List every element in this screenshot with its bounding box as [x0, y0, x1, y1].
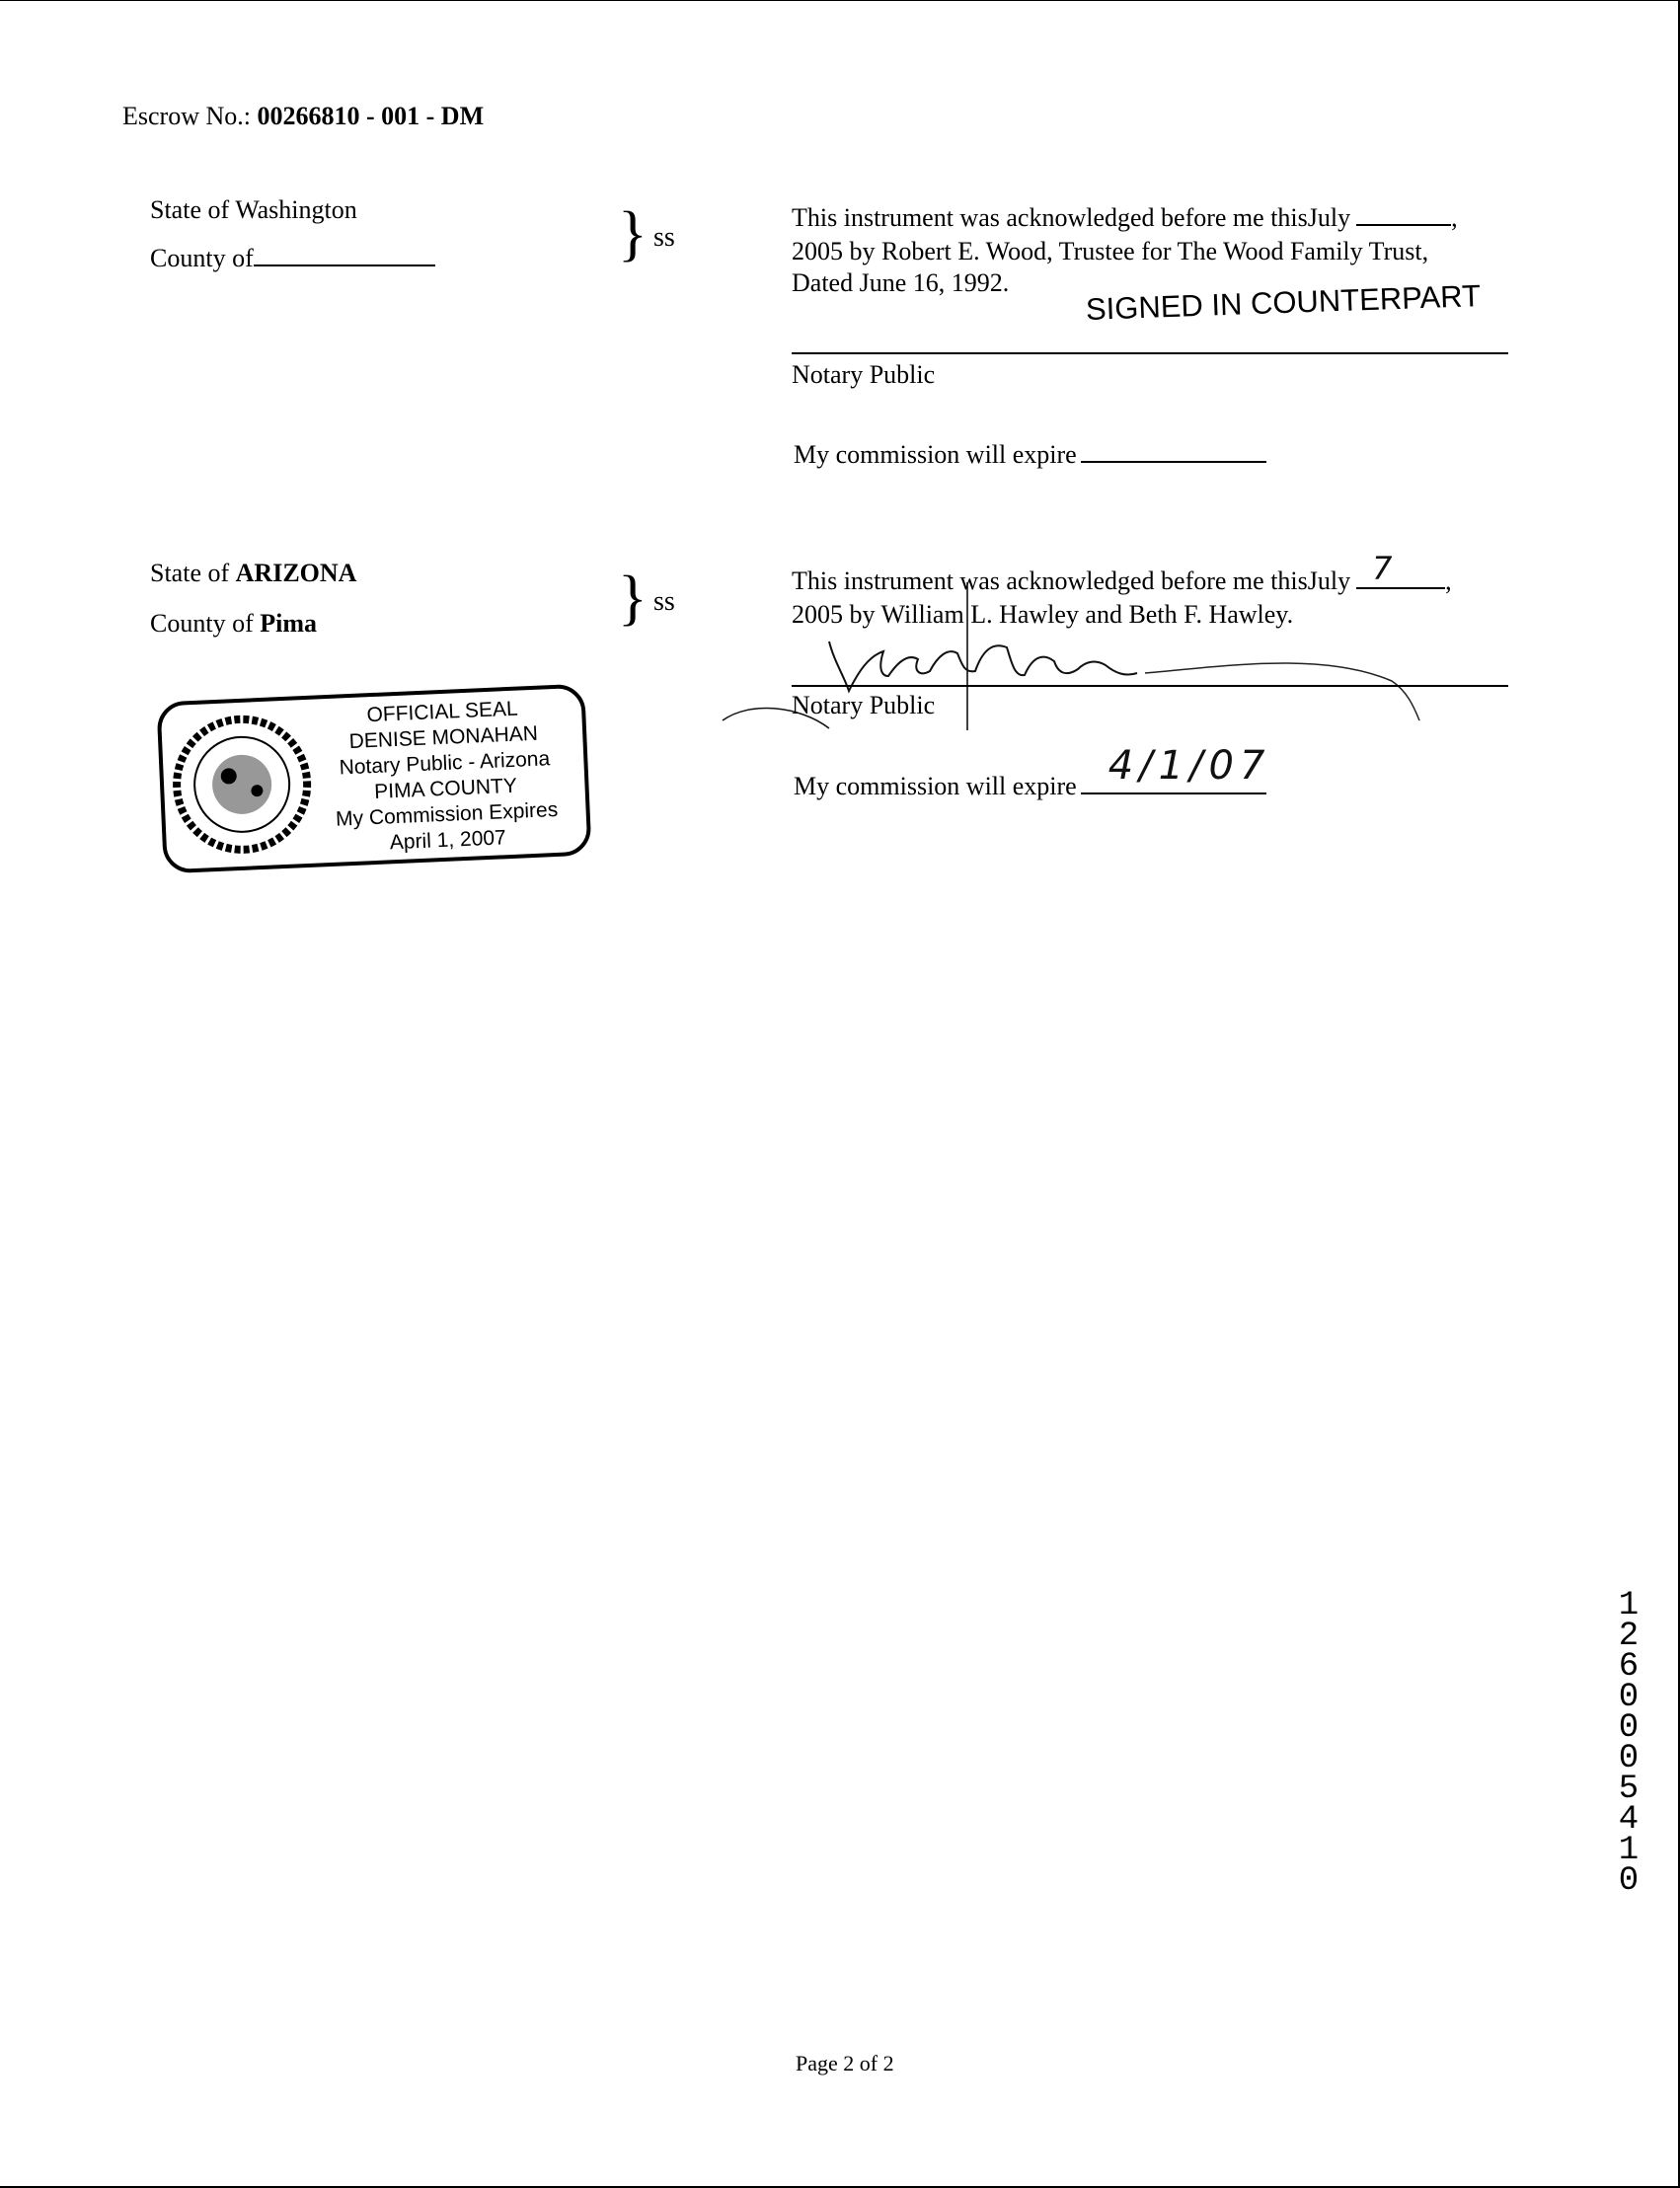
- ack-line2-1: 2005 by Robert E. Wood, Trustee for The Wood Family Trust,: [792, 237, 1429, 265]
- notary-label-1: Notary Public: [792, 360, 936, 389]
- county-label: County of: [150, 609, 254, 638]
- county-label: County of: [150, 244, 254, 272]
- seal-line: April 1, 2007: [389, 826, 507, 855]
- county-line-1: [150, 242, 435, 275]
- seal-line: Notary Public - Arizona: [339, 747, 551, 780]
- commission-label: My commission will expire: [794, 440, 1077, 469]
- handwritten-day: 7: [1372, 550, 1393, 587]
- notary-signature: [711, 582, 1421, 750]
- state-label: State of: [150, 195, 230, 224]
- day-blank: [1356, 202, 1451, 226]
- ack-line1-1: This instrument was acknowledged before me thisJuly ,: [792, 203, 1458, 232]
- state-line-1: [150, 193, 357, 227]
- commission-blank: [1081, 743, 1271, 794]
- page-number: Page 2 of 2: [796, 2051, 894, 2075]
- escrow-label: Escrow No.:: [122, 102, 251, 130]
- commission-label: My commission will expire: [794, 772, 1077, 800]
- notary-label-2: Notary Public: [792, 691, 936, 719]
- seal-line: OFFICIAL SEAL: [366, 697, 519, 727]
- signed-in-counterpart-stamp: SIGNED IN COUNTERPART: [1085, 278, 1482, 327]
- state-label: State of: [150, 559, 230, 587]
- state-seal-icon: [167, 710, 317, 860]
- brace-1: }: [618, 200, 648, 267]
- seal-line: PIMA COUNTY: [373, 774, 518, 803]
- signature-line-2: [792, 685, 1508, 687]
- seal-text: [311, 694, 580, 859]
- county-line-2: [150, 607, 317, 641]
- county-value: Pima: [260, 609, 317, 638]
- ss-1: ss: [653, 222, 675, 253]
- state-line-2: [150, 557, 356, 590]
- county-blank: [254, 243, 435, 266]
- ack-text: This instrument was acknowledged before me thisJuly: [792, 203, 1351, 232]
- escrow-number: 00266810 - 001 - DM: [257, 102, 485, 130]
- seal-line: DENISE MONAHAN: [348, 721, 539, 754]
- state-value: ARIZONA: [235, 559, 357, 587]
- ack-line3-1: Dated June 16, 1992.: [792, 268, 1010, 297]
- ack-text: This instrument was acknowledged before me thisJuly: [792, 566, 1351, 595]
- state-value: Washington: [235, 195, 357, 224]
- commission-line-1: [794, 438, 1266, 472]
- brace-2: }: [618, 565, 648, 632]
- signature-line-1: [792, 352, 1508, 354]
- ss-2: ss: [653, 586, 675, 617]
- margin-recording-number: 12600 05410: [1618, 1587, 1640, 1900]
- ack-line2-2: 2005 by William L. Hawley and Beth F. Hawley.: [792, 600, 1294, 629]
- escrow-line: [122, 100, 484, 133]
- official-seal-stamp: [156, 684, 591, 874]
- handwritten-expiry: 4/1/07: [1107, 743, 1271, 789]
- ack-line1-2: This instrument was acknowledged before me thisJuly 7 ,: [792, 550, 1452, 595]
- seal-line: My Commission Expires: [335, 797, 559, 831]
- commission-line-2: [794, 743, 1271, 803]
- commission-blank: [1081, 439, 1266, 463]
